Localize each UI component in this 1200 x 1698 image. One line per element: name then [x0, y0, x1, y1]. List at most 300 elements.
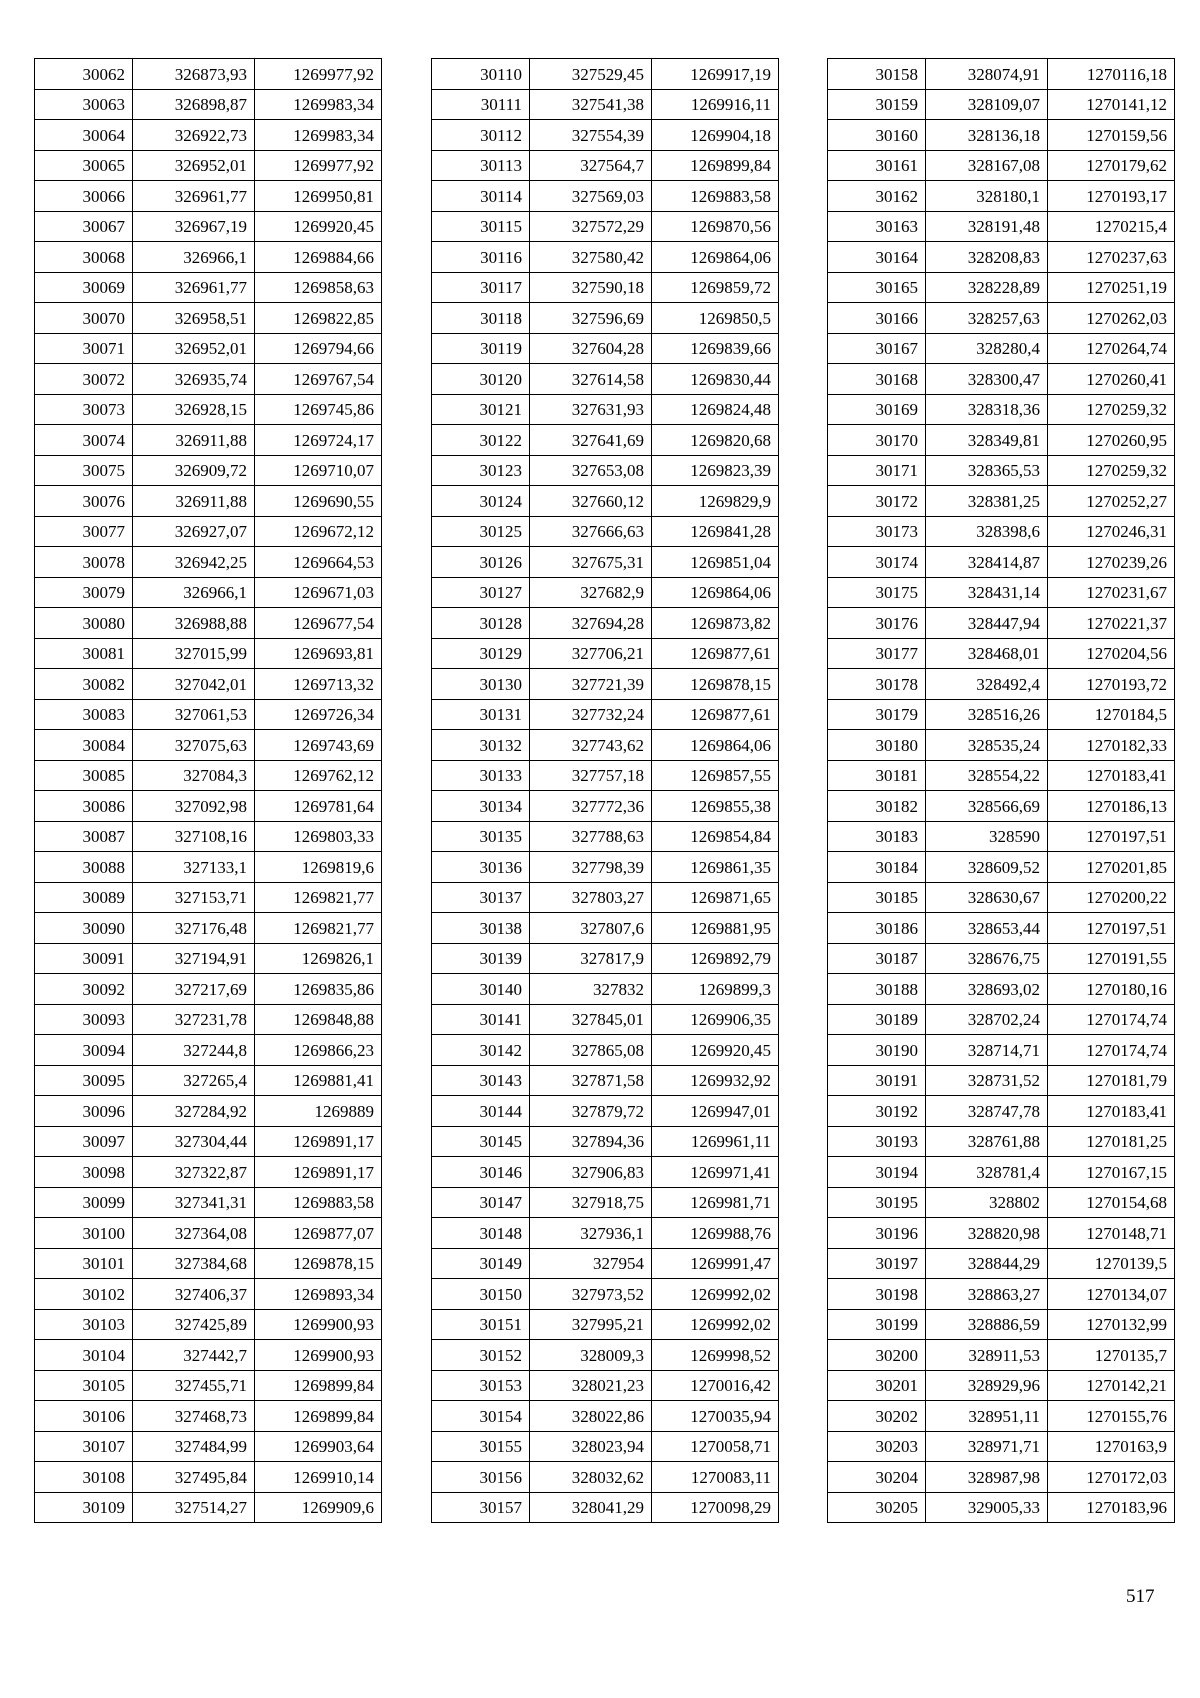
y-coordinate-cell: 1269864,06	[652, 577, 779, 608]
point-id-cell: 30091	[35, 943, 133, 974]
y-coordinate-cell: 1270132,99	[1048, 1309, 1175, 1340]
table-row	[35, 1309, 382, 1340]
table-row	[432, 1065, 779, 1096]
x-coordinate-cell: 327442,7	[133, 1340, 255, 1371]
table-row	[35, 1279, 382, 1310]
y-coordinate-cell: 1270191,55	[1048, 943, 1175, 974]
y-coordinate-cell: 1269671,03	[255, 577, 382, 608]
table-row	[432, 608, 779, 639]
table-row	[432, 821, 779, 852]
table-row	[828, 333, 1175, 364]
x-coordinate-cell: 328802	[926, 1187, 1048, 1218]
point-id-cell: 30183	[828, 821, 926, 852]
y-coordinate-cell: 1269884,66	[255, 242, 382, 273]
point-id-cell: 30165	[828, 272, 926, 303]
point-id-cell: 30154	[432, 1401, 530, 1432]
table-row	[432, 1187, 779, 1218]
point-id-cell: 30117	[432, 272, 530, 303]
point-id-cell: 30166	[828, 303, 926, 334]
x-coordinate-cell: 327194,91	[133, 943, 255, 974]
table-row	[828, 150, 1175, 181]
table-row	[432, 120, 779, 151]
x-coordinate-cell: 328714,71	[926, 1035, 1048, 1066]
x-coordinate-cell: 328590	[926, 821, 1048, 852]
x-coordinate-cell: 327666,63	[530, 516, 652, 547]
table-row	[828, 242, 1175, 273]
table-row	[828, 638, 1175, 669]
x-coordinate-cell: 327706,21	[530, 638, 652, 669]
x-coordinate-cell: 327133,1	[133, 852, 255, 883]
x-coordinate-cell: 328492,4	[926, 669, 1048, 700]
table-row	[828, 852, 1175, 883]
y-coordinate-cell: 1269917,19	[652, 59, 779, 90]
y-coordinate-cell: 1269864,06	[652, 730, 779, 761]
table-row	[432, 425, 779, 456]
point-id-cell: 30138	[432, 913, 530, 944]
x-coordinate-cell: 328280,4	[926, 333, 1048, 364]
y-coordinate-cell: 1269841,28	[652, 516, 779, 547]
point-id-cell: 30151	[432, 1309, 530, 1340]
y-coordinate-cell: 1269871,65	[652, 882, 779, 913]
coordinate-table-body	[432, 59, 779, 1523]
point-id-cell: 30110	[432, 59, 530, 90]
y-coordinate-cell: 1269991,47	[652, 1248, 779, 1279]
point-id-cell: 30147	[432, 1187, 530, 1218]
table-row	[828, 272, 1175, 303]
x-coordinate-cell: 327265,4	[133, 1065, 255, 1096]
table-row	[432, 364, 779, 395]
table-row	[828, 1187, 1175, 1218]
table-row	[432, 455, 779, 486]
coordinate-table-1	[34, 58, 382, 1523]
y-coordinate-cell: 1269767,54	[255, 364, 382, 395]
table-row	[35, 1035, 382, 1066]
y-coordinate-cell: 1269690,55	[255, 486, 382, 517]
table-row	[35, 1218, 382, 1249]
x-coordinate-cell: 328630,67	[926, 882, 1048, 913]
y-coordinate-cell: 1269803,33	[255, 821, 382, 852]
point-id-cell: 30080	[35, 608, 133, 639]
point-id-cell: 30100	[35, 1218, 133, 1249]
table-row	[432, 730, 779, 761]
table-row	[828, 1096, 1175, 1127]
point-id-cell: 30130	[432, 669, 530, 700]
table-row	[35, 1431, 382, 1462]
table-row	[35, 486, 382, 517]
x-coordinate-cell: 327406,37	[133, 1279, 255, 1310]
y-coordinate-cell: 1270259,32	[1048, 455, 1175, 486]
point-id-cell: 30095	[35, 1065, 133, 1096]
x-coordinate-cell: 328109,07	[926, 89, 1048, 120]
point-id-cell: 30150	[432, 1279, 530, 1310]
table-row	[828, 1004, 1175, 1035]
point-id-cell: 30074	[35, 425, 133, 456]
y-coordinate-cell: 1269826,1	[255, 943, 382, 974]
point-id-cell: 30089	[35, 882, 133, 913]
table-row	[432, 577, 779, 608]
x-coordinate-cell: 326873,93	[133, 59, 255, 90]
y-coordinate-cell: 1269821,77	[255, 882, 382, 913]
table-row	[432, 1309, 779, 1340]
x-coordinate-cell: 328747,78	[926, 1096, 1048, 1127]
table-row	[35, 1065, 382, 1096]
y-coordinate-cell: 1270035,94	[652, 1401, 779, 1432]
point-id-cell: 30142	[432, 1035, 530, 1066]
x-coordinate-cell: 328987,98	[926, 1462, 1048, 1493]
point-id-cell: 30197	[828, 1248, 926, 1279]
table-row	[432, 1431, 779, 1462]
y-coordinate-cell: 1270259,32	[1048, 394, 1175, 425]
point-id-cell: 30106	[35, 1401, 133, 1432]
x-coordinate-cell: 328136,18	[926, 120, 1048, 151]
table-row	[35, 272, 382, 303]
table-row	[35, 516, 382, 547]
y-coordinate-cell: 1269672,12	[255, 516, 382, 547]
y-coordinate-cell: 1269877,61	[652, 699, 779, 730]
point-id-cell: 30169	[828, 394, 926, 425]
table-row	[35, 1462, 382, 1493]
point-id-cell: 30084	[35, 730, 133, 761]
point-id-cell: 30112	[432, 120, 530, 151]
y-coordinate-cell: 1269988,76	[652, 1218, 779, 1249]
x-coordinate-cell: 327871,58	[530, 1065, 652, 1096]
y-coordinate-cell: 1269850,5	[652, 303, 779, 334]
table-row	[35, 1187, 382, 1218]
y-coordinate-cell: 1269992,02	[652, 1279, 779, 1310]
y-coordinate-cell: 1270252,27	[1048, 486, 1175, 517]
point-id-cell: 30170	[828, 425, 926, 456]
point-id-cell: 30126	[432, 547, 530, 578]
table-row	[828, 669, 1175, 700]
point-id-cell: 30125	[432, 516, 530, 547]
x-coordinate-cell: 328886,59	[926, 1309, 1048, 1340]
y-coordinate-cell: 1269891,17	[255, 1157, 382, 1188]
table-row	[35, 394, 382, 425]
y-coordinate-cell: 1269873,82	[652, 608, 779, 639]
x-coordinate-cell: 327865,08	[530, 1035, 652, 1066]
x-coordinate-cell: 327879,72	[530, 1096, 652, 1127]
y-coordinate-cell: 1269877,07	[255, 1218, 382, 1249]
point-id-cell: 30171	[828, 455, 926, 486]
y-coordinate-cell: 1270174,74	[1048, 1004, 1175, 1035]
table-row	[828, 760, 1175, 791]
x-coordinate-cell: 327845,01	[530, 1004, 652, 1035]
table-row	[828, 59, 1175, 90]
x-coordinate-cell: 328911,53	[926, 1340, 1048, 1371]
table-row	[432, 1248, 779, 1279]
y-coordinate-cell: 1270134,07	[1048, 1279, 1175, 1310]
x-coordinate-cell: 328951,11	[926, 1401, 1048, 1432]
x-coordinate-cell: 327341,31	[133, 1187, 255, 1218]
point-id-cell: 30143	[432, 1065, 530, 1096]
x-coordinate-cell: 328228,89	[926, 272, 1048, 303]
table-row	[828, 1492, 1175, 1523]
table-row	[35, 1157, 382, 1188]
y-coordinate-cell: 1269848,88	[255, 1004, 382, 1035]
table-row	[828, 1065, 1175, 1096]
table-row	[828, 211, 1175, 242]
table-row	[828, 1431, 1175, 1462]
point-id-cell: 30082	[35, 669, 133, 700]
point-id-cell: 30156	[432, 1462, 530, 1493]
y-coordinate-cell: 1269983,34	[255, 120, 382, 151]
point-id-cell: 30070	[35, 303, 133, 334]
point-id-cell: 30153	[432, 1370, 530, 1401]
x-coordinate-cell: 328021,23	[530, 1370, 652, 1401]
x-coordinate-cell: 326935,74	[133, 364, 255, 395]
table-row	[828, 1462, 1175, 1493]
point-id-cell: 30205	[828, 1492, 926, 1523]
point-id-cell: 30174	[828, 547, 926, 578]
table-row	[828, 516, 1175, 547]
point-id-cell: 30146	[432, 1157, 530, 1188]
x-coordinate-cell: 326911,88	[133, 425, 255, 456]
table-row	[35, 1004, 382, 1035]
table-row	[35, 242, 382, 273]
point-id-cell: 30078	[35, 547, 133, 578]
y-coordinate-cell: 1269835,86	[255, 974, 382, 1005]
table-row	[432, 669, 779, 700]
point-id-cell: 30140	[432, 974, 530, 1005]
table-row	[432, 852, 779, 883]
table-row	[432, 242, 779, 273]
y-coordinate-cell: 1269883,58	[652, 181, 779, 212]
point-id-cell: 30161	[828, 150, 926, 181]
y-coordinate-cell: 1269992,02	[652, 1309, 779, 1340]
x-coordinate-cell: 326927,07	[133, 516, 255, 547]
point-id-cell: 30149	[432, 1248, 530, 1279]
x-coordinate-cell: 326958,51	[133, 303, 255, 334]
point-id-cell: 30159	[828, 89, 926, 120]
point-id-cell: 30062	[35, 59, 133, 90]
point-id-cell: 30068	[35, 242, 133, 273]
x-coordinate-cell: 327653,08	[530, 455, 652, 486]
x-coordinate-cell: 327455,71	[133, 1370, 255, 1401]
point-id-cell: 30127	[432, 577, 530, 608]
point-id-cell: 30120	[432, 364, 530, 395]
y-coordinate-cell: 1270181,79	[1048, 1065, 1175, 1096]
table-row	[432, 150, 779, 181]
x-coordinate-cell: 327918,75	[530, 1187, 652, 1218]
x-coordinate-cell: 327322,87	[133, 1157, 255, 1188]
point-id-cell: 30098	[35, 1157, 133, 1188]
point-id-cell: 30073	[35, 394, 133, 425]
x-coordinate-cell: 328844,29	[926, 1248, 1048, 1279]
x-coordinate-cell: 328349,81	[926, 425, 1048, 456]
x-coordinate-cell: 328381,25	[926, 486, 1048, 517]
point-id-cell: 30131	[432, 699, 530, 730]
y-coordinate-cell: 1270167,15	[1048, 1157, 1175, 1188]
point-id-cell: 30194	[828, 1157, 926, 1188]
x-coordinate-cell: 327954	[530, 1248, 652, 1279]
x-coordinate-cell: 327384,68	[133, 1248, 255, 1279]
point-id-cell: 30180	[828, 730, 926, 761]
table-row	[828, 1370, 1175, 1401]
x-coordinate-cell: 327564,7	[530, 150, 652, 181]
table-row	[828, 821, 1175, 852]
y-coordinate-cell: 1269932,92	[652, 1065, 779, 1096]
y-coordinate-cell: 1269861,35	[652, 852, 779, 883]
y-coordinate-cell: 1270183,41	[1048, 760, 1175, 791]
y-coordinate-cell: 1269851,04	[652, 547, 779, 578]
y-coordinate-cell: 1269947,01	[652, 1096, 779, 1127]
point-id-cell: 30066	[35, 181, 133, 212]
x-coordinate-cell: 327514,27	[133, 1492, 255, 1523]
table-row	[35, 791, 382, 822]
point-id-cell: 30189	[828, 1004, 926, 1035]
table-row	[828, 608, 1175, 639]
y-coordinate-cell: 1269830,44	[652, 364, 779, 395]
x-coordinate-cell: 328535,24	[926, 730, 1048, 761]
point-id-cell: 30094	[35, 1035, 133, 1066]
y-coordinate-cell: 1269762,12	[255, 760, 382, 791]
y-coordinate-cell: 1270154,68	[1048, 1187, 1175, 1218]
table-row	[35, 913, 382, 944]
table-row	[35, 150, 382, 181]
y-coordinate-cell: 1269864,06	[652, 242, 779, 273]
y-coordinate-cell: 1269909,6	[255, 1492, 382, 1523]
table-row	[828, 120, 1175, 151]
x-coordinate-cell: 326942,25	[133, 547, 255, 578]
point-id-cell: 30134	[432, 791, 530, 822]
point-id-cell: 30065	[35, 150, 133, 181]
x-coordinate-cell: 327743,62	[530, 730, 652, 761]
x-coordinate-cell: 327284,92	[133, 1096, 255, 1127]
y-coordinate-cell: 1270193,72	[1048, 669, 1175, 700]
x-coordinate-cell: 328191,48	[926, 211, 1048, 242]
point-id-cell: 30129	[432, 638, 530, 669]
y-coordinate-cell: 1270264,74	[1048, 333, 1175, 364]
y-coordinate-cell: 1269904,18	[652, 120, 779, 151]
y-coordinate-cell: 1269899,84	[255, 1370, 382, 1401]
point-id-cell: 30177	[828, 638, 926, 669]
point-id-cell: 30086	[35, 791, 133, 822]
x-coordinate-cell: 327495,84	[133, 1462, 255, 1493]
table-row	[828, 1157, 1175, 1188]
table-row	[828, 394, 1175, 425]
x-coordinate-cell: 327614,58	[530, 364, 652, 395]
point-id-cell: 30200	[828, 1340, 926, 1371]
table-row	[828, 486, 1175, 517]
x-coordinate-cell: 328167,08	[926, 150, 1048, 181]
point-id-cell: 30076	[35, 486, 133, 517]
coordinate-table-2	[431, 58, 779, 1523]
x-coordinate-cell: 328022,86	[530, 1401, 652, 1432]
x-coordinate-cell: 326988,88	[133, 608, 255, 639]
table-row	[432, 791, 779, 822]
x-coordinate-cell: 328761,88	[926, 1126, 1048, 1157]
point-id-cell: 30152	[432, 1340, 530, 1371]
y-coordinate-cell: 1270260,95	[1048, 425, 1175, 456]
x-coordinate-cell: 328516,26	[926, 699, 1048, 730]
y-coordinate-cell: 1270186,13	[1048, 791, 1175, 822]
point-id-cell: 30155	[432, 1431, 530, 1462]
point-id-cell: 30160	[828, 120, 926, 151]
table-row	[35, 1492, 382, 1523]
y-coordinate-cell: 1269881,95	[652, 913, 779, 944]
x-coordinate-cell: 328431,14	[926, 577, 1048, 608]
y-coordinate-cell: 1269878,15	[652, 669, 779, 700]
y-coordinate-cell: 1269950,81	[255, 181, 382, 212]
x-coordinate-cell: 327092,98	[133, 791, 255, 822]
table-row	[828, 181, 1175, 212]
y-coordinate-cell: 1269857,55	[652, 760, 779, 791]
y-coordinate-cell: 1270262,03	[1048, 303, 1175, 334]
x-coordinate-cell: 328820,98	[926, 1218, 1048, 1249]
table-row	[35, 730, 382, 761]
x-coordinate-cell: 327694,28	[530, 608, 652, 639]
point-id-cell: 30204	[828, 1462, 926, 1493]
x-coordinate-cell: 327569,03	[530, 181, 652, 212]
x-coordinate-cell: 327484,99	[133, 1431, 255, 1462]
point-id-cell: 30108	[35, 1462, 133, 1493]
table-row	[35, 181, 382, 212]
point-id-cell: 30124	[432, 486, 530, 517]
point-id-cell: 30157	[432, 1492, 530, 1523]
x-coordinate-cell: 328971,71	[926, 1431, 1048, 1462]
table-row	[828, 1218, 1175, 1249]
y-coordinate-cell: 1269998,52	[652, 1340, 779, 1371]
table-row	[432, 1492, 779, 1523]
table-row	[432, 547, 779, 578]
y-coordinate-cell: 1269794,66	[255, 333, 382, 364]
table-row	[35, 364, 382, 395]
y-coordinate-cell: 1270197,51	[1048, 821, 1175, 852]
table-row	[35, 1370, 382, 1401]
x-coordinate-cell: 327590,18	[530, 272, 652, 303]
table-row	[828, 730, 1175, 761]
table-row	[35, 974, 382, 1005]
table-row	[828, 89, 1175, 120]
y-coordinate-cell: 1270184,5	[1048, 699, 1175, 730]
point-id-cell: 30088	[35, 852, 133, 883]
y-coordinate-cell: 1270174,74	[1048, 1035, 1175, 1066]
point-id-cell: 30085	[35, 760, 133, 791]
y-coordinate-cell: 1270200,22	[1048, 882, 1175, 913]
x-coordinate-cell: 327176,48	[133, 913, 255, 944]
point-id-cell: 30111	[432, 89, 530, 120]
point-id-cell: 30192	[828, 1096, 926, 1127]
table-row	[35, 943, 382, 974]
y-coordinate-cell: 1269877,61	[652, 638, 779, 669]
y-coordinate-cell: 1270182,33	[1048, 730, 1175, 761]
x-coordinate-cell: 327075,63	[133, 730, 255, 761]
x-coordinate-cell: 327936,1	[530, 1218, 652, 1249]
x-coordinate-cell: 326922,73	[133, 120, 255, 151]
x-coordinate-cell: 327995,21	[530, 1309, 652, 1340]
y-coordinate-cell: 1270179,62	[1048, 150, 1175, 181]
x-coordinate-cell: 329005,33	[926, 1492, 1048, 1523]
table-row	[432, 516, 779, 547]
y-coordinate-cell: 1269920,45	[652, 1035, 779, 1066]
point-id-cell: 30203	[828, 1431, 926, 1462]
x-coordinate-cell: 327153,71	[133, 882, 255, 913]
table-row	[432, 486, 779, 517]
x-coordinate-cell: 327529,45	[530, 59, 652, 90]
x-coordinate-cell: 327244,8	[133, 1035, 255, 1066]
y-coordinate-cell: 1270083,11	[652, 1462, 779, 1493]
x-coordinate-cell: 327580,42	[530, 242, 652, 273]
point-id-cell: 30079	[35, 577, 133, 608]
table-row	[828, 1401, 1175, 1432]
point-id-cell: 30119	[432, 333, 530, 364]
table-row	[35, 303, 382, 334]
y-coordinate-cell: 1269821,77	[255, 913, 382, 944]
y-coordinate-cell: 1270139,5	[1048, 1248, 1175, 1279]
y-coordinate-cell: 1269745,86	[255, 394, 382, 425]
x-coordinate-cell: 327817,9	[530, 943, 652, 974]
table-row	[828, 425, 1175, 456]
